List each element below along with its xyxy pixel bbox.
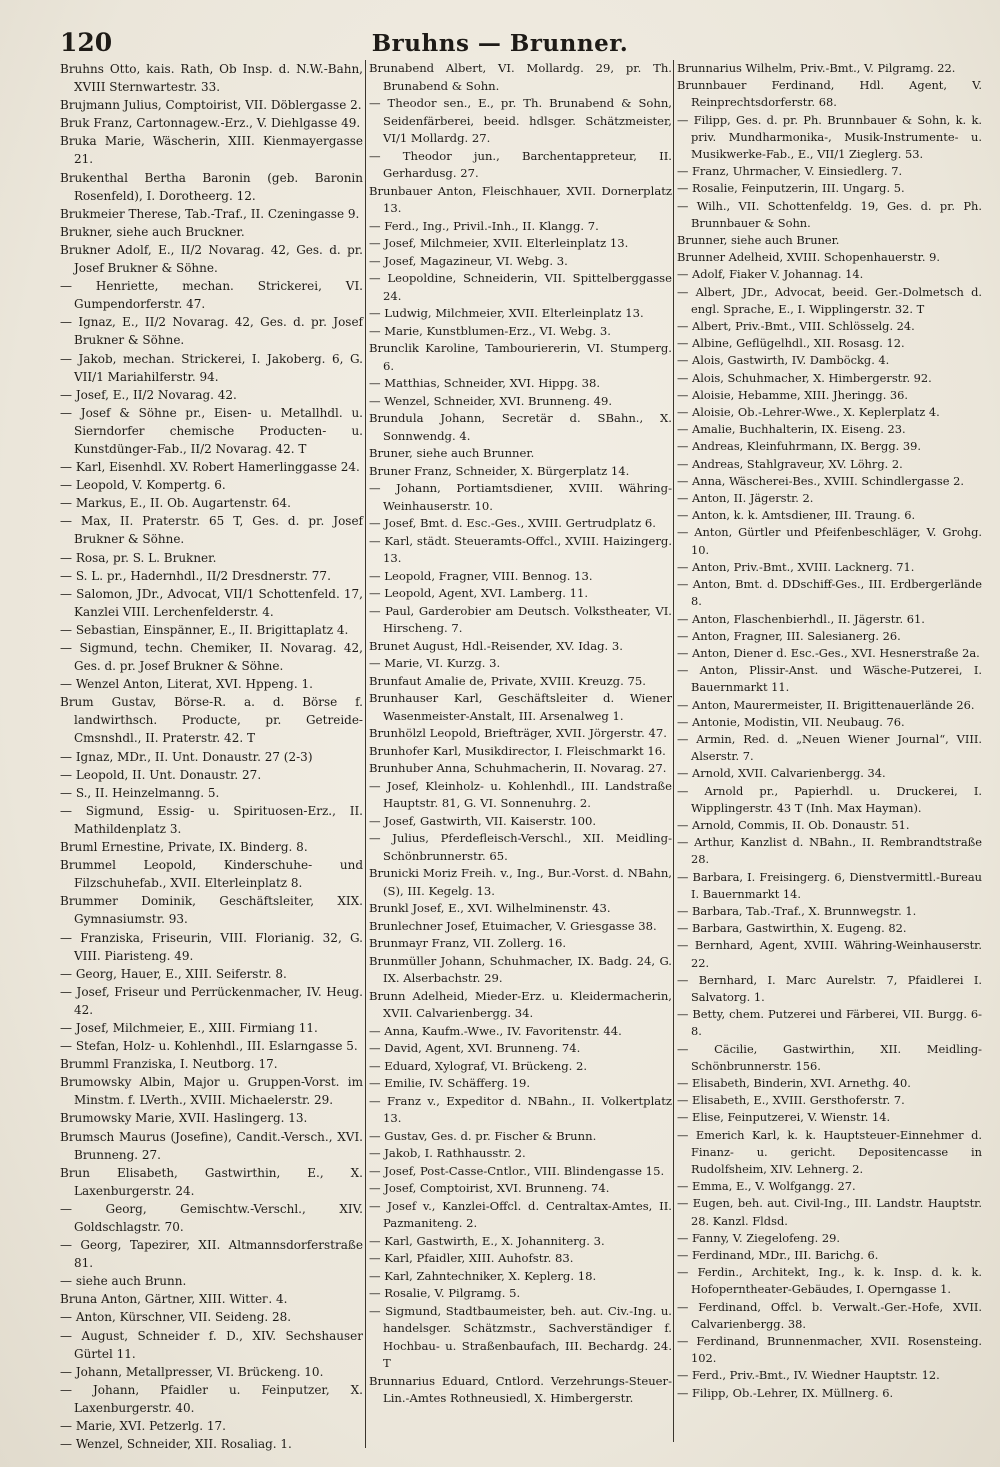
directory-entry: — Wenzel Anton, Literat, XVI. Hppeng. 1.: [60, 677, 313, 692]
directory-entry: Brunhölzl Leopold, Briefträger, XVII. Jörgerstr. 47.: [369, 726, 667, 740]
directory-entry: — Fanny, V. Ziegelofeng. 29.: [677, 1230, 841, 1245]
directory-entry: — Emilie, IV. Schäfferg. 19.: [369, 1076, 531, 1090]
directory-entry: — Arthur, Kanzlist d. NBahn., II. Rembrandtstraße 28.: [677, 835, 982, 867]
directory-entry: — Markus, E., II. Ob. Augartenstr. 64.: [60, 496, 291, 511]
directory-entry: — Alois, Gastwirth, IV. Damböckg. 4.: [677, 353, 890, 368]
directory-entry: — Theodor sen., E., pr. Th. Brunabend & Sohn, Seidenfärberei, beeid. hdlsger. Schätzmeister, VI/1 Mollardg. 27.: [369, 96, 672, 145]
directory-entry: — Ferdin., Architekt, Ing., k. k. Insp. d. k. k. Hofoperntheater-Gebäudes, I. Operngasse 1.: [677, 1265, 982, 1297]
directory-entry: — Karl, Eisenhdl. XV. Robert Hamerlinggasse 24.: [60, 460, 360, 475]
directory-entry: — Andreas, Kleinfuhrmann, IX. Bergg. 39.: [677, 439, 921, 454]
directory-entry: — Theodor jun., Barchentappreteur, II. Gerhardusg. 27.: [369, 148, 672, 180]
directory-entry: Bruml Ernestine, Private, IX. Binderg. 8.: [60, 840, 308, 855]
directory-entry: Brumowsky Marie, XVII. Haslingerg. 13.: [60, 1111, 308, 1126]
directory-entry: Brunmüller Johann, Schuhmacher, IX. Badg. 24, G. IX. Alserbachstr. 29.: [369, 953, 672, 985]
directory-entry: — Georg, Gemischtw.-Verschl., XIV. Goldschlagstr. 70.: [60, 1201, 363, 1234]
directory-entry: — Anton, II. Jägerstr. 2.: [677, 491, 814, 506]
directory-entry: — Josef, E., II/2 Novarag. 42.: [60, 387, 237, 402]
directory-entry: — Antonie, Modistin, VII. Neubaug. 76.: [677, 714, 905, 729]
directory-entry: — Anton, k. k. Amtsdiener, III. Traung. 6.: [677, 508, 916, 523]
directory-entry: — Josef, Post-Casse-Cntlor., VIII. Blindengasse 15.: [369, 1163, 665, 1178]
directory-entry: — Georg, Tapezirer, XII. Altmannsdorferstraße 81.: [60, 1238, 363, 1271]
directory-entry: — Josef v., Kanzlei-Offcl. d. Centraltax-Amtes, II. Pazmaniteng. 2.: [369, 1198, 672, 1230]
directory-entry: — S., II. Heinzelmanng. 5.: [60, 785, 220, 800]
directory-entry: — Barbara, Gastwirthin, X. Eugeng. 82.: [677, 921, 907, 936]
directory-entry: — Eduard, Xylograf, VI. Brückeng. 2.: [369, 1058, 588, 1073]
directory-entry: — Karl, Gastwirth, E., X. Johanniterg. 3.: [369, 1233, 605, 1248]
directory-entry: — Elisabeth, Binderin, XVI. Arnethg. 40.: [677, 1075, 911, 1090]
directory-entry: — Ferdinand, Offcl. b. Verwalt.-Ger.-Hofe, XVII. Calvarienbergg. 38.: [677, 1299, 982, 1331]
directory-entry: Brunhauser Karl, Geschäftsleiter d. Wiener Wasenmeister-Anstalt, III. Arsenalweg 1.: [369, 691, 672, 723]
directory-entry: — Max, II. Praterstr. 65 T, Ges. d. pr. Josef Brukner & Söhne.: [60, 514, 363, 547]
directory-entry: Brunabend Albert, VI. Mollardg. 29, pr. Th. Brunabend & Sohn.: [369, 61, 672, 93]
column-right: [677, 60, 982, 1402]
directory-entry: — Wenzel, Schneider, XVI. Brunneng. 49.: [369, 393, 613, 408]
directory-entry: — Ludwig, Milchmeier, XVII. Elterleinplatz 13.: [369, 306, 644, 320]
directory-entry: — Matthias, Schneider, XVI. Hippg. 38.: [369, 376, 601, 390]
directory-entry: — Adolf, Fiaker V. Johannag. 14.: [677, 267, 864, 282]
directory-entry: — Julius, Pferdefleisch-Verschl., XII. Meidling-Schönbrunnerstr. 65.: [369, 831, 672, 863]
directory-entry: — Josef, Milchmeier, XVII. Elterleinplatz 13.: [369, 236, 629, 250]
directory-entry: — Leopold, V. Kompertg. 6.: [60, 478, 226, 493]
directory-entry: — Josef, Friseur und Perrückenmacher, IV. Heug. 42.: [60, 984, 363, 1017]
directory-entry: — Karl, Pfaidler, XIII. Auhofstr. 83.: [369, 1251, 574, 1265]
directory-entry: — Anton, Plissir-Anst. und Wäsche-Putzerei, I. Bauernmarkt 11.: [677, 663, 982, 695]
directory-entry: Brukenthal Bertha Baronin (geb. Baronin Rosenfeld), I. Dorotheerg. 12.: [60, 170, 363, 203]
directory-entry: — Josef, Magazineur, VI. Webg. 3.: [369, 253, 568, 268]
directory-entry: Brumsch Maurus (Josefine), Candit.-Versch., XVI. Brunneng. 27.: [60, 1129, 363, 1162]
directory-entry: — Ignaz, MDr., II. Unt. Donaustr. 27 (2-3): [60, 749, 313, 764]
directory-entry: — Bernhard, Agent, XVIII. Währing-Weinhauserstr. 22.: [677, 938, 982, 970]
directory-entry: Brunicki Moriz Freih. v., Ing., Bur.-Vorst. d. NBahn, (S), III. Kegelg. 13.: [369, 866, 672, 898]
directory-entry: Brunn Adelheid, Mieder-Erz. u. Kleidermacherin, XVII. Calvarienbergg. 34.: [369, 988, 672, 1020]
directory-entry: — Wilh., VII. Schottenfeldg. 19, Ges. d. pr. Ph. Brunnbauer & Sohn.: [677, 198, 982, 230]
directory-entry: — Barbara, I. Freisingerg. 6, Dienstvermittl.-Bureau I. Bauernmarkt 14.: [677, 869, 982, 901]
directory-entry: Brunclik Karoline, Tambouriererin, VI. Stumperg. 6.: [369, 341, 672, 373]
directory-entry: — Anton, Maurermeister, II. Brigittenauerlände 26.: [677, 697, 975, 712]
directory-entry: — Elisabeth, E., XVIII. Gersthoferstr. 7.: [677, 1093, 905, 1108]
directory-entry: — Gustav, Ges. d. pr. Fischer & Brunn.: [369, 1128, 597, 1143]
directory-entry: — Ferd., Priv.-Bmt., IV. Wiedner Hauptstr. 12.: [677, 1368, 940, 1383]
directory-entry: Brunner, siehe auch Bruner.: [677, 233, 840, 248]
running-head: Bruhns — Brunner.: [371, 30, 629, 57]
directory-entry: Brujmann Julius, Comptoirist, VII. Döblergasse 2.: [60, 98, 362, 113]
directory-entry: — Aloisie, Hebamme, XIII. Jheringg. 36.: [677, 387, 909, 402]
directory-entry: Brumml Franziska, I. Neutborg. 17.: [60, 1057, 278, 1072]
directory-entry: — S. L. pr., Hadernhdl., II/2 Dresdnerstr. 77.: [60, 568, 331, 583]
directory-entry: — Sigmund, techn. Chemiker, II. Novarag. 42, Ges. d. pr. Josef Brukner & Söhne.: [60, 641, 363, 674]
directory-entry: Bruk Franz, Cartonnagew.-Erz., V. Diehlgasse 49.: [60, 116, 361, 131]
directory-entry: Brukner Adolf, E., II/2 Novarag. 42, Ges. d. pr. Josef Brukner & Söhne.: [60, 242, 363, 276]
directory-entry: — Josef, Comptoirist, XVI. Brunneng. 74.: [369, 1181, 610, 1195]
directory-entry: Bruner Franz, Schneider, X. Bürgerplatz 14.: [369, 463, 630, 478]
directory-entry: Brunbauer Anton, Fleischhauer, XVII. Dornerplatz 13.: [369, 183, 672, 215]
directory-entry: — Ferd., Ing., Privil.-Inh., II. Klangg. 7.: [369, 218, 599, 233]
directory-entry: — Arnold pr., Papierhdl. u. Druckerei, I. Wipplingerstr. 43 T (Inh. Max Hayman).: [677, 783, 982, 815]
directory-entry: — Amalie, Buchhalterin, IX. Eiseng. 23.: [677, 422, 906, 437]
directory-entry: — Sigmund, Stadtbaumeister, beh. aut. Civ.-Ing. u. handelsger. Schätzmstr., Sachverständiger f. Hochbau- u. Straßenbaufach, III. Bechardg. 24. T: [369, 1303, 672, 1370]
directory-entry: Brunmayr Franz, VII. Zollerg. 16.: [369, 936, 567, 950]
directory-entry: — Paul, Garderobier am Deutsch. Volkstheater, VI. Hirscheng. 7.: [369, 603, 672, 635]
directory-entry: — Alois, Schuhmacher, X. Himbergerstr. 92.: [677, 370, 932, 385]
directory-entry: — Albert, Priv.-Bmt., VIII. Schlösselg. 24.: [677, 319, 915, 334]
directory-entry: — Rosalie, V. Pilgramg. 5.: [369, 1286, 521, 1300]
directory-entry: Brundula Johann, Secretär d. SBahn., X. Sonnwendg. 4.: [369, 411, 672, 443]
directory-entry: Brunkl Josef, E., XVI. Wilhelminenstr. 43.: [369, 901, 611, 915]
directory-entry: Bruner, siehe auch Brunner.: [369, 446, 535, 460]
directory-entry: — Leopold, Fragner, VIII. Bennog. 13.: [369, 568, 593, 583]
directory-entry: — Elise, Feinputzerei, V. Wienstr. 14.: [677, 1110, 891, 1125]
directory-entry: — Josef, Kleinholz- u. Kohlenhdl., III. Landstraße Hauptstr. 81, G. VI. Sonnenuhrg. 2.: [369, 778, 672, 810]
directory-entry: — Albert, JDr., Advocat, beeid. Ger.-Dolmetsch d. engl. Sprache, E., I. Wipplingerstr. 32. T: [677, 284, 982, 316]
directory-entry: — Anton, Diener d. Esc.-Ges., XVI. Hesnerstraße 2a.: [677, 645, 980, 660]
directory-entry: — Anton, Flaschenbierhdl., II. Jägerstr. 61.: [677, 611, 925, 626]
directory-entry: — Rosa, pr. S. L. Brukner.: [60, 550, 217, 565]
directory-entry: Brunet August, Hdl.-Reisender, XV. Idag. 3.: [369, 638, 623, 653]
directory-entry: Brumowsky Albin, Major u. Gruppen-Vorst. im Minstm. f. LVerth., XVIII. Michaelerstr. 29.: [60, 1075, 363, 1108]
directory-entry: — Karl, Zahntechniker, X. Keplerg. 18.: [369, 1268, 597, 1283]
directory-entry: — Anton, Gürtler und Pfeifenbeschläger, V. Grohg. 10.: [677, 525, 982, 557]
directory-entry: — Anton, Kürschner, VII. Seideng. 28.: [60, 1310, 292, 1325]
directory-entry: Brunnarius Wilhelm, Priv.-Bmt., V. Pilgramg. 22.: [677, 61, 956, 75]
directory-entry: Brunlechner Josef, Etuimacher, V. Griesgasse 38.: [369, 918, 657, 933]
directory-entry: Brunhofer Karl, Musikdirector, I. Fleischmarkt 16.: [369, 743, 666, 758]
directory-entry: — Anna, Wäscherei-Bes., XVIII. Schindlergasse 2.: [677, 473, 964, 488]
directory-entry: — Leopold, Agent, XVI. Lamberg. 11.: [369, 586, 589, 600]
directory-entry: — Andreas, Stahlgraveur, XV. Löhrg. 2.: [677, 456, 903, 471]
directory-entry: — Eugen, beh. aut. Civil-Ing., III. Landstr. Hauptstr. 28. Kanzl. Fldsd.: [677, 1196, 982, 1228]
directory-entry: — Jakob, I. Rathhausstr. 2.: [369, 1146, 526, 1160]
directory-entry: — Johann, Pfaidler u. Feinputzer, X. Laxenburgerstr. 40.: [60, 1382, 363, 1415]
directory-entry: Brum Gustav, Börse-R. a. d. Börse f. landwirthsch. Producte, pr. Getreide-Cmsnshdl., II. Praterstr. 42. T: [60, 695, 363, 746]
directory-entry: — Josef, Bmt. d. Esc.-Ges., XVIII. Gertrudplatz 6.: [369, 516, 656, 530]
directory-entry: Bruka Marie, Wäscherin, XIII. Kienmayergasse 21.: [60, 134, 363, 167]
directory-entry: — Anna, Kaufm.-Wwe., IV. Favoritenstr. 44.: [369, 1023, 622, 1038]
directory-entry: — Leopold, II. Unt. Donaustr. 27.: [60, 767, 262, 782]
directory-entry: — Karl, städt. Steueramts-Offcl., XVIII. Haizingerg. 13.: [369, 533, 672, 565]
directory-entry: — Cäcilie, Gastwirthin, XII. Meidling-Schönbrunnerstr. 156.: [677, 1041, 982, 1073]
directory-entry: — Josef & Söhne pr., Eisen- u. Metallhdl. u. Sierndorfer chemische Producten- u. Kunstdünger-Fab., II/2 Novarag. 42. T: [60, 405, 363, 456]
directory-entry: — Bernhard, I. Marc Aurelstr. 7, Pfaidlerei I. Salvatorg. 1.: [677, 972, 982, 1004]
directory-entry: — Filipp, Ob.-Lehrer, IX. Müllnerg. 6.: [677, 1385, 894, 1400]
directory-entry: — Leopoldine, Schneiderin, VII. Spittelberggasse 24.: [369, 271, 672, 303]
directory-entry: — Sigmund, Essig- u. Spirituosen-Erz., II. Mathildenplatz 3.: [60, 803, 363, 836]
directory-entry: Brunnarius Eduard, Cntlord. Verzehrungs-Steuer-Lin.-Amtes Rothneusiedl, X. Himbergerstr.: [369, 1373, 672, 1405]
directory-entry: — Armin, Red. d. „Neuen Wiener Journal“, VIII. Alserstr. 7.: [677, 731, 982, 764]
directory-entry: — Anton, Fragner, III. Salesianerg. 26.: [677, 628, 901, 643]
directory-entry: — Rosalie, Feinputzerin, III. Ungarg. 5.: [677, 181, 905, 196]
directory-entry: — Marie, VI. Kurzg. 3.: [369, 656, 501, 670]
directory-entry: — August, Schneider f. D., XIV. Sechshauser Gürtel 11.: [60, 1328, 363, 1361]
directory-entry: — Ignaz, E., II/2 Novarag. 42, Ges. d. pr. Josef Brukner & Söhne.: [60, 315, 363, 348]
directory-entry: Brummel Leopold, Kinderschuhe- und Filzschuhefab., XVII. Elterleinplatz 8.: [60, 858, 363, 891]
directory-entry: Brummer Dominik, Geschäftsleiter, XIX. Gymnasiumstr. 93.: [60, 894, 363, 927]
directory-entry: Bruhns Otto, kais. Rath, Ob Insp. d. N.W.-Bahn, XVIII Sternwartestr. 33.: [60, 62, 363, 95]
directory-entry: — Wenzel, Schneider, XII. Rosaliag. 1.: [60, 1437, 292, 1452]
directory-entry: — siehe auch Brunn.: [60, 1274, 187, 1289]
directory-entry: — Barbara, Tab.-Traf., X. Brunnwegstr. 1.: [677, 903, 917, 918]
directory-entry: Brunner Adelheid, XVIII. Schopenhauerstr. 9.: [677, 250, 940, 265]
directory-entry: — Sebastian, Einspänner, E., II. Brigittaplatz 4.: [60, 622, 349, 637]
directory-entry: — Ferdinand, MDr., III. Barichg. 6.: [677, 1248, 879, 1263]
directory-entry: Brunnbauer Ferdinand, Hdl. Agent, V. Reinprechtsdorferstr. 68.: [677, 78, 982, 110]
directory-entry: Brun Elisabeth, Gastwirthin, E., X. Laxenburgerstr. 24.: [60, 1165, 363, 1198]
column-left: [60, 60, 363, 1453]
directory-entry: — Arnold, XVII. Calvarienbergg. 34.: [677, 766, 886, 781]
directory-entry: Bruna Anton, Gärtner, XIII. Wittег. 4.: [60, 1292, 288, 1307]
directory-entry: — Johann, Portiamtsdiener, XVIII. Währing-Weinhauserstr. 10.: [369, 481, 672, 513]
directory-entry: — Marie, Kunstblumen-Erz., VI. Webg. 3.: [369, 323, 611, 338]
directory-entry: — Ferdinand, Brunnenmacher, XVII. Rosensteing. 102.: [677, 1334, 982, 1366]
directory-entry: Brunfaut Amalie de, Private, XVIII. Kreuzg. 75.: [369, 673, 646, 688]
directory-entry: Brukner, siehe auch Bruckner.: [60, 224, 245, 239]
directory-entry: Brukmeier Therese, Tab.-Traf., II. Czeningasse 9.: [60, 206, 360, 221]
directory-entry: — Emerich Karl, k. k. Hauptsteuer-Einnehmer d. Finanz- u. gericht. Depositencasse in Rudolfsheim, XIV. Lehnerg. 2.: [677, 1127, 982, 1176]
directory-entry: — Aloisie, Ob.-Lehrer-Wwe., X. Keplerplatz 4.: [677, 405, 940, 420]
directory-entry: — Jakob, mechan. Strickerei, I. Jakoberg. 6, G. VII/1 Mariahilferstr. 94.: [60, 351, 363, 384]
directory-entry: — Anton, Priv.-Bmt., XVIII. Lacknerg. 71.: [677, 559, 915, 574]
directory-entry: — Marie, XVI. Petzerlg. 17.: [60, 1419, 226, 1434]
directory-entry: — Josef, Milchmeier, E., XIII. Firmiang 11.: [60, 1020, 318, 1035]
directory-entry: — Josef, Gastwirth, VII. Kaiserstr. 100.: [369, 813, 597, 828]
directory-columns: [60, 60, 982, 1460]
directory-entry: — Johann, Metallpresser, VI. Brückeng. 10.: [60, 1364, 324, 1379]
directory-entry: — Filipp, Ges. d. pr. Ph. Brunnbauer & Sohn, k. k. priv. Mundharmonika-, Musik-Instrumente- u. Musikwerke-Fab., E., VII/1 Zieglerg. 53.: [677, 112, 982, 162]
directory-entry: — Albine, Geflügelhdl., XII. Rosasg. 12.: [677, 336, 905, 351]
directory-entry: — Franz, Uhrmacher, V. Einsiedlerg. 7.: [677, 164, 903, 179]
directory-entry: — Franziska, Friseurin, VIII. Florianig. 32, G. VIII. Piaristeng. 49.: [60, 930, 363, 963]
page-number: 120: [60, 28, 113, 57]
directory-entry: — Henriette, mechan. Strickerei, VI. Gumpendorferstr. 47.: [60, 279, 363, 312]
directory-entry: — David, Agent, XVI. Brunneng. 74.: [369, 1041, 581, 1055]
directory-entry: — Georg, Hauer, E., XIII. Seiferstr. 8.: [60, 966, 287, 981]
directory-entry: Brunhuber Anna, Schuhmacherin, II. Novarag. 27.: [369, 761, 667, 775]
directory-entry: — Franz v., Expeditor d. NBahn., II. Volkertplatz 13.: [369, 1093, 672, 1125]
column-middle: [369, 60, 672, 1408]
directory-entry: — Anton, Bmt. d. DDschiff-Ges., III. Erdbergerlände 8.: [677, 577, 982, 609]
directory-entry: — Arnold, Commis, II. Ob. Donaustr. 51.: [677, 817, 910, 832]
directory-entry: — Emma, E., V. Wolfgangg. 27.: [677, 1179, 856, 1194]
directory-entry: — Stefan, Holz- u. Kohlenhdl., III. Eslarngasse 5.: [60, 1039, 358, 1054]
directory-entry: — Salomon, JDr., Advocat, VII/1 Schottenfeld. 17, Kanzlei VIII. Lerchenfelderstr. 4.: [60, 586, 363, 619]
directory-entry: — Betty, chem. Putzerei und Färberei, VII. Burgg. 6-8.: [677, 1007, 982, 1039]
